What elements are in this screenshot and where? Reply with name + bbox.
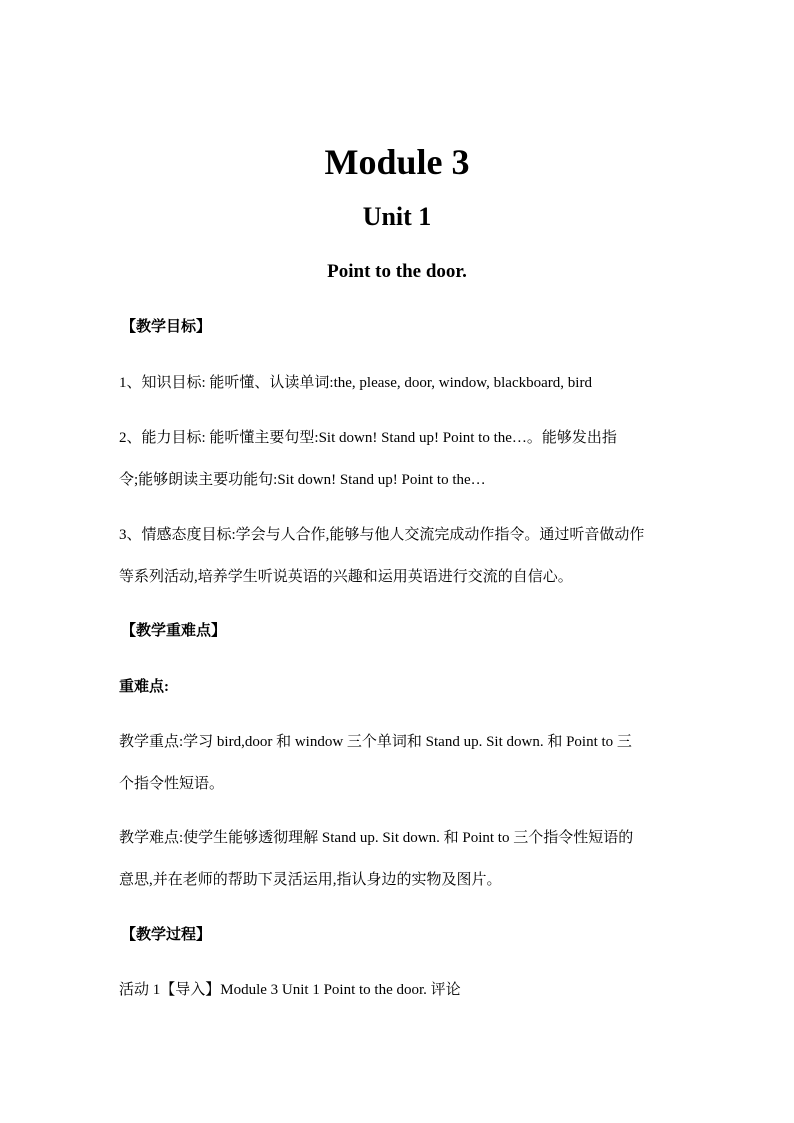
- objectives-heading: 【教学目标】: [121, 319, 212, 335]
- keypoints-heading: 【教学重难点】: [121, 623, 227, 639]
- document-subtitle: Unit 1: [362, 202, 432, 231]
- objective-knowledge: 1、知识目标: 能听懂、认读单词:the, please, door, window, blackboard, bird: [119, 375, 592, 391]
- keypoints-label: 重难点:: [119, 679, 169, 695]
- objective-attitude-line-1: 3、情感态度目标:学会与人合作,能够与他人交流完成动作指令。通过听音做动作: [119, 527, 645, 543]
- teaching-focus-line-1: 教学重点:学习 bird,door 和 window 三个单词和 Stand up. Sit down. 和 Point to 三: [119, 734, 632, 750]
- teaching-focus-line-2: 个指令性短语。: [119, 776, 225, 792]
- objective-attitude-line-2: 等系列活动,培养学生听说英语的兴趣和运用英语进行交流的自信心。: [119, 569, 573, 585]
- lesson-title: Point to the door.: [327, 261, 467, 282]
- activity-1: 活动 1【导入】Module 3 Unit 1 Point to the door. 评论: [119, 982, 461, 998]
- objective-ability-line-2: 令;能够朗读主要功能句:Sit down! Stand up! Point to the…: [119, 472, 486, 488]
- teaching-difficulty-line-1: 教学难点:使学生能够透彻理解 Stand up. Sit down. 和 Point to 三个指令性短语的: [119, 830, 634, 846]
- document-title: Module 3: [324, 142, 470, 182]
- process-heading: 【教学过程】: [121, 927, 212, 943]
- objective-ability-line-1: 2、能力目标: 能听懂主要句型:Sit down! Stand up! Point to the…。能够发出指: [119, 430, 617, 446]
- teaching-difficulty-line-2: 意思,并在老师的帮助下灵活运用,指认身边的实物及图片。: [119, 872, 502, 888]
